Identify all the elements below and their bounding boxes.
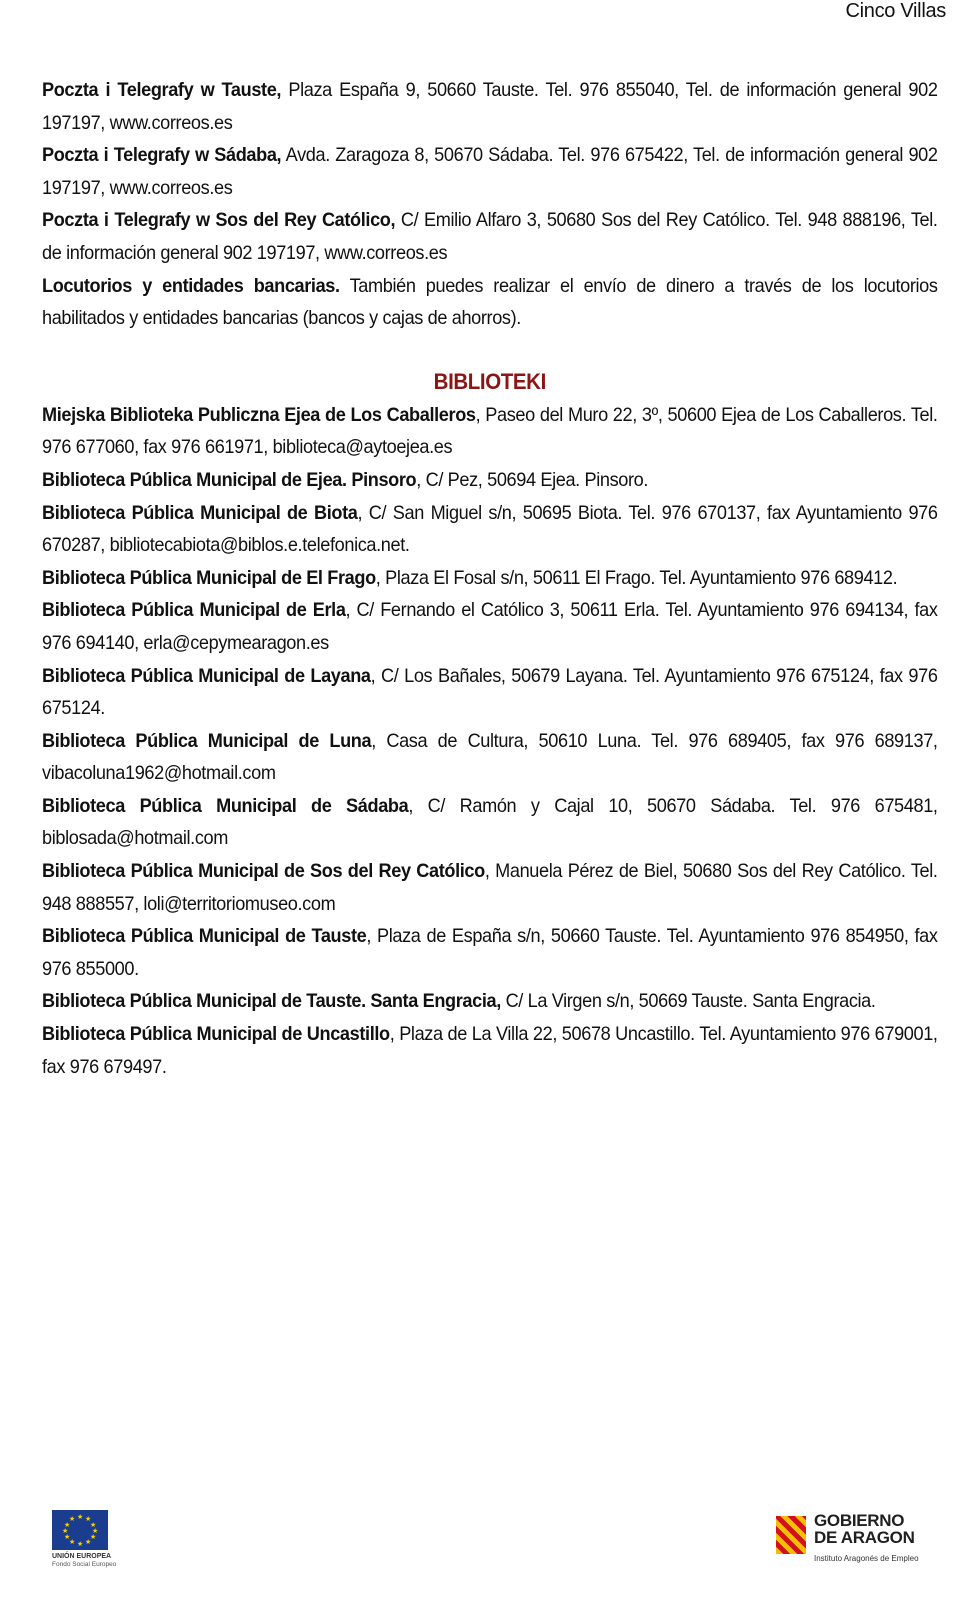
library-entry (42, 985, 938, 1018)
document-body (42, 74, 938, 1083)
running-header: Cinco Villas (845, 0, 946, 22)
entry-details: C/ Emilio Alfaro 3, 50680 Sos del Rey Católico. Tel. 948 888196, Tel. de información general 902 197197, www.correos.es (42, 209, 938, 264)
library-entry (42, 660, 938, 725)
eu-flag-icon: ★ ★ ★ ★ ★ ★ ★ ★ ★ ★ ★ ★ (52, 1510, 108, 1550)
entry-name: Poczta i Telegrafy w Sos del Rey Católico, (42, 209, 396, 232)
entry-details: , C/ San Miguel s/n, 50695 Biota. Tel. 976 670137, fax Ayuntamiento 976 670287, bibliotecabiota@biblos.e.telefonica.net. (42, 501, 938, 557)
entry-name: Biblioteca Pública Municipal de Sádaba (42, 794, 409, 817)
entry-name: Poczta i Telegrafy w Sádaba, (42, 144, 282, 167)
entry-name: Biblioteca Pública Municipal de El Frago (42, 566, 376, 589)
library-entry (42, 725, 938, 790)
aragon-logo-subtitle: Instituto Aragonés de Empleo (814, 1554, 919, 1563)
entry-details: También puedes realizar el envío de dinero a través de los locutorios habilitados y entidades bancarias (bancos y cajas de ahorros). (42, 274, 938, 330)
entry-name: Poczta i Telegrafy w Tauste, (42, 79, 282, 101)
entry-details: Plaza España 9, 50660 Tauste. Tel. 976 855040, Tel. de información general 902 197197, www.correos.es (42, 79, 938, 134)
entry-details: , C/ Fernando el Católico 3, 50611 Erla. Tel. Ayuntamiento 976 694134, fax 976 694140, erla@cepymearagon.es (42, 599, 938, 654)
entry-details: , Plaza de España s/n, 50660 Tauste. Tel. Ayuntamiento 976 854950, fax 976 855000. (42, 925, 938, 980)
eu-logo (52, 1510, 142, 1580)
entry-name: Biblioteca Pública Municipal de Biota (42, 501, 358, 524)
library-entry (42, 399, 938, 464)
library-entry (42, 464, 938, 497)
library-entry (42, 594, 938, 659)
entry-details: C/ La Virgen s/n, 50669 Tauste. Santa Engracia. (500, 990, 876, 1013)
aragon-logo-line1: GOBIERNO (814, 1511, 905, 1530)
entry-name: Biblioteca Pública Municipal de Erla (42, 599, 346, 622)
library-entry (42, 562, 938, 595)
entry-name: Biblioteca Pública Municipal de Luna (42, 729, 372, 752)
entry-details: , Manuela Pérez de Biel, 50680 Sos del Rey Católico. Tel. 948 888557, loli@territoriomuseo.com (42, 860, 938, 915)
entry-details: , C/ Los Bañales, 50679 Layana. Tel. Ayuntamiento 976 675124, fax 976 675124. (42, 664, 938, 720)
library-entry (42, 1018, 938, 1083)
entry-name: Biblioteca Pública Municipal de Layana (42, 664, 371, 687)
aragon-logo-line2: DE ARAGON (814, 1528, 915, 1547)
aragon-flag-icon (776, 1516, 806, 1554)
aragon-logo-text (814, 1512, 915, 1546)
section-title-libraries: BIBLIOTEKI (433, 368, 546, 394)
library-entry (42, 790, 938, 855)
eu-logo-line1: UNIÓN EUROPEA (52, 1553, 112, 1560)
aragon-logo (776, 1512, 946, 1584)
entry-details: , C/ Ramón y Cajal 10, 50670 Sádaba. Tel. 976 675481, biblosada@hotmail.com (42, 794, 938, 850)
entry-name: Biblioteca Pública Municipal de Sos del Rey Católico (42, 860, 485, 883)
entry-name: Locutorios y entidades bancarias. (42, 274, 340, 297)
library-entry (42, 855, 938, 920)
entry-name: Biblioteca Pública Municipal de Tauste. Santa Engracia, (42, 990, 501, 1013)
library-entry (42, 920, 938, 985)
post-office-sos (42, 204, 938, 269)
entry-details: Avda. Zaragoza 8, 50670 Sádaba. Tel. 976 675422, Tel. de información general 902 197197, www.correos.es (42, 144, 938, 199)
entry-name: Biblioteca Pública Municipal de Tauste (42, 925, 367, 948)
post-office-sadaba (42, 139, 938, 204)
entry-details: , Plaza de La Villa 22, 50678 Uncastillo. Tel. Ayuntamiento 976 679001, fax 976 679497. (42, 1023, 938, 1078)
entry-details: , Paseo del Muro 22, 3º, 50600 Ejea de Los Caballeros. Tel. 976 677060, fax 976 661971, biblioteca@aytoejea.es (42, 403, 938, 459)
entry-details: , Plaza El Fosal s/n, 50611 El Frago. Tel. Ayuntamiento 976 689412. (375, 566, 898, 589)
eu-logo-line2: Fondo Social Europeo (52, 1561, 117, 1568)
locutorios-entry (42, 270, 938, 335)
entry-details: , C/ Pez, 50694 Ejea. Pinsoro. (416, 468, 649, 491)
library-entry (42, 497, 938, 562)
entry-name: Biblioteca Pública Municipal de Uncastillo (42, 1023, 390, 1046)
post-office-tauste (42, 74, 938, 139)
entry-details: , Casa de Cultura, 50610 Luna. Tel. 976 689405, fax 976 689137, vibacoluna1962@hotmail.com (42, 729, 938, 785)
entry-name: Biblioteca Pública Municipal de Ejea. Pinsoro (42, 468, 417, 491)
entry-name: Miejska Biblioteka Publiczna Ejea de Los Caballeros (42, 403, 476, 426)
